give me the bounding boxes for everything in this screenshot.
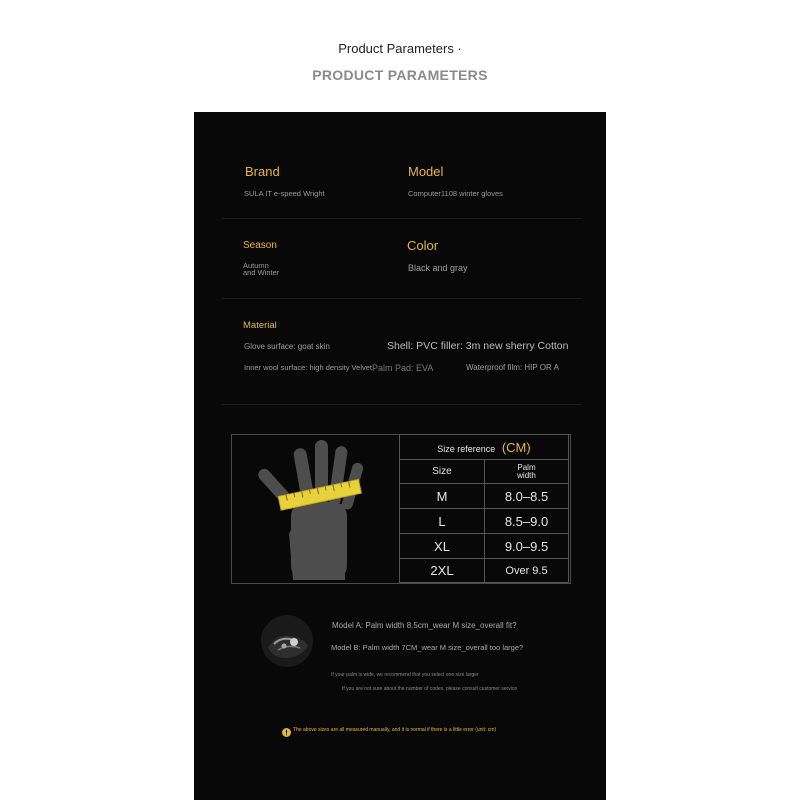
color-label: Color (407, 238, 439, 253)
size-unit: (CM) (501, 439, 531, 455)
brand-value: SULA IT e-speed Wright (244, 189, 325, 198)
season-value-line: and Winter (243, 268, 280, 277)
width-cell: 8.5–9.0 (485, 509, 569, 534)
season-value-line: Autumn (243, 261, 269, 270)
model-value: Computer1108 winter gloves (408, 189, 503, 198)
table-row (400, 509, 569, 534)
shell-text: Shell: PVC filler: 3m new sherry Cotton (387, 340, 569, 352)
season-label: Season (243, 240, 277, 251)
brand-label: Brand (245, 164, 280, 179)
divider (222, 298, 582, 299)
table-row (400, 484, 569, 509)
size-table (399, 434, 569, 583)
parameters-panel (194, 112, 606, 800)
width-cell: 8.0–8.5 (485, 484, 569, 509)
size-cell: 2XL (400, 559, 485, 583)
glove-surface-text: Glove surface: goat skin (244, 342, 330, 351)
size-reference-title: Size reference (437, 443, 496, 454)
model-b-text: Model B: Palm width 7CM_wear M size_overall too large? (331, 643, 524, 652)
model-label: Model (408, 164, 444, 179)
size-cell: M (400, 484, 485, 509)
page-title: Product Parameters · (338, 41, 462, 56)
material-label: Material (243, 320, 277, 331)
warning-text: The above sizes are all measured manually, and it is normal if there is a little error (unit: cm) (293, 727, 497, 733)
size-cell: L (400, 509, 485, 534)
model-photo (260, 614, 314, 668)
table-row (400, 559, 569, 583)
divider (222, 218, 582, 219)
glove-icon (256, 440, 365, 580)
fine-print-2: If you are not sure about the number of codes, please consult customer service (342, 686, 518, 692)
palm-width-column-header (485, 460, 569, 484)
palm-header-line: width (517, 470, 536, 480)
width-cell: Over 9.5 (485, 559, 569, 583)
glove-measure-illustration (231, 434, 399, 582)
palm-header-line: Palm (517, 462, 536, 472)
waterproof-text: Waterproof film: HIP OR A (466, 363, 559, 372)
warning-icon (282, 728, 291, 737)
season-value (243, 262, 279, 276)
palm-pad-text: Palm Pad: EVA (372, 363, 434, 373)
fine-print-1: If your palm is wide, we recommend that you select one size larger (331, 672, 479, 678)
model-a-text: Model A: Palm width 8.5cm_wear M size_overall fit? (332, 621, 517, 630)
divider (222, 404, 582, 405)
size-table-title (400, 435, 569, 460)
table-row (400, 534, 569, 559)
page-subtitle: PRODUCT PARAMETERS (312, 67, 488, 83)
inner-surface-text: Inner wool surface: high density Velvet (244, 363, 372, 372)
size-cell: XL (400, 534, 485, 559)
width-cell: 9.0–9.5 (485, 534, 569, 559)
size-column-header: Size (400, 460, 485, 484)
color-value: Black and gray (408, 263, 468, 273)
